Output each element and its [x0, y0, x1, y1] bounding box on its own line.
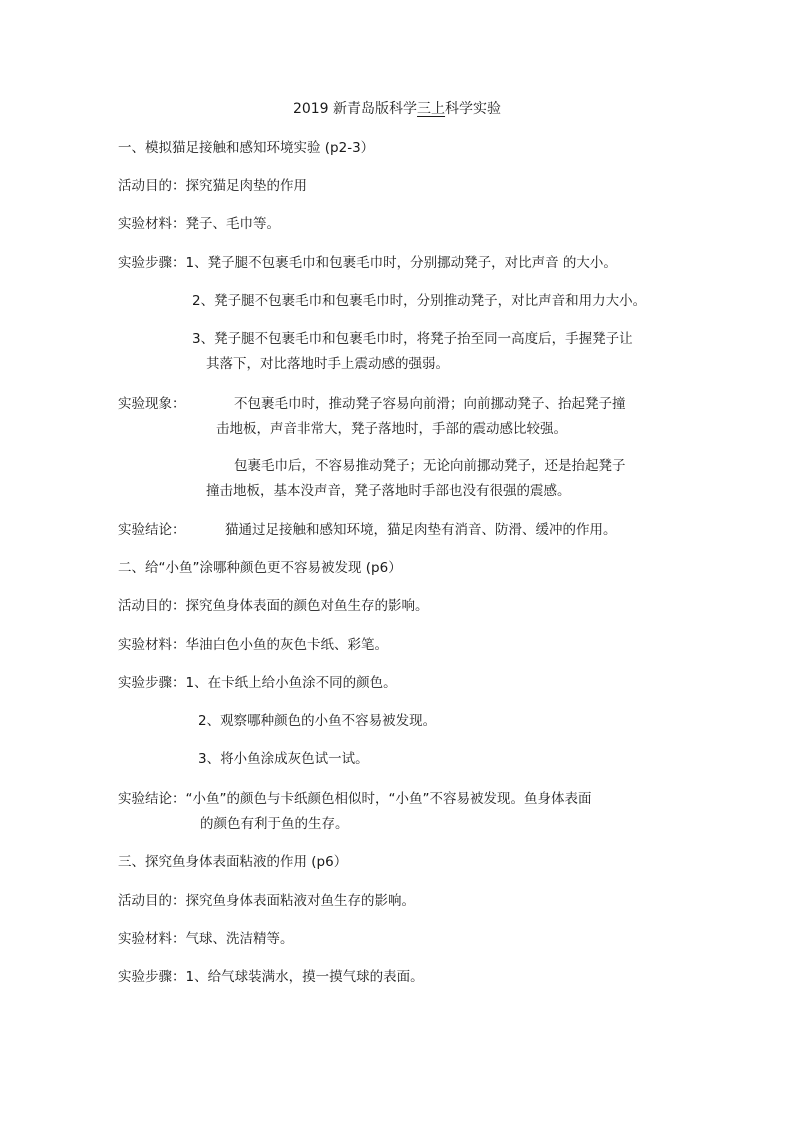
phenomena-1-a: 不包裹毛巾时，推动凳子容易向前滑；向前挪动凳子、抬起凳子撞 [234, 396, 626, 412]
steps-1-3-cont: 其落下，对比落地时手上震动感的强弱。 [206, 356, 449, 372]
materials-3: 实验材料：气球、洗洁精等。 [118, 931, 294, 947]
section-heading-1: 一、模拟猫足接触和感知环境实验 (p2-3） [118, 140, 375, 156]
conclusion-label-1: 实验结论： [118, 522, 186, 538]
section-heading-2: 二、给“小鱼”涂哪种颜色更不容易被发现 (p6） [118, 560, 402, 576]
title-underlined: 三上 [417, 101, 446, 117]
title-main: 2019 新青岛版科学 [292, 101, 418, 117]
conclusion-2-cont: 的颜色有利于鱼的生存。 [200, 816, 349, 832]
materials-2: 实验材料：华油白色小鱼的灰色卡纸、彩笔。 [118, 637, 388, 653]
steps-2-2: 2、观察哪种颜色的小鱼不容易被发现。 [198, 713, 437, 729]
steps-3-1: 实验步骤：1、给气球装满水，摸一摸气球的表面。 [118, 969, 424, 985]
section-heading-3: 三、探究鱼身体表面粘液的作用 (p6） [118, 854, 348, 870]
phenomena-label-1: 实验现象： [118, 396, 186, 412]
title-rest: 科学实验 [445, 101, 502, 117]
steps-1-3: 3、凳子腿不包裹毛巾和包裹毛巾时，将凳子抬至同一高度后，手握凳子让 [192, 331, 633, 347]
steps-1-2: 2、凳子腿不包裹毛巾和包裹毛巾时，分别推动凳子，对比声音和用力大小。 [192, 293, 647, 309]
activity-purpose-1: 活动目的：探究猫足肉垫的作用 [118, 178, 307, 194]
conclusion-1: 猫通过足接触和感知环境，猫足肉垫有消音、防滑、缓冲的作用。 [225, 522, 617, 538]
activity-purpose-3: 活动目的：探究鱼身体表面粘液对鱼生存的影响。 [118, 893, 415, 909]
phenomena-1-a-cont: 击地板，声音非常大，凳子落地时，手部的震动感比较强。 [216, 421, 567, 437]
steps-2-3: 3、将小鱼涂成灰色试一试。 [198, 751, 369, 767]
document-title [0, 102, 794, 116]
steps-2-1: 实验步骤：1、在卡纸上给小鱼涂不同的颜色。 [118, 675, 397, 691]
phenomena-1-b: 包裹毛巾后，不容易推动凳子；无论向前挪动凳子，还是抬起凳子 [234, 458, 626, 474]
steps-1-1: 实验步骤：1、凳子腿不包裹毛巾和包裹毛巾时，分别挪动凳子，对比声音 的大小。 [118, 255, 617, 271]
conclusion-2: 实验结论：“小鱼”的颜色与卡纸颜色相似时，“小鱼”不容易被发现。鱼身体表面 [118, 791, 592, 807]
activity-purpose-2: 活动目的：探究鱼身体表面的颜色对鱼生存的影响。 [118, 598, 429, 614]
materials-1: 实验材料：凳子、毛巾等。 [118, 216, 280, 232]
phenomena-1-b-cont: 撞击地板，基本没声音，凳子落地时手部也没有很强的震感。 [206, 483, 571, 499]
